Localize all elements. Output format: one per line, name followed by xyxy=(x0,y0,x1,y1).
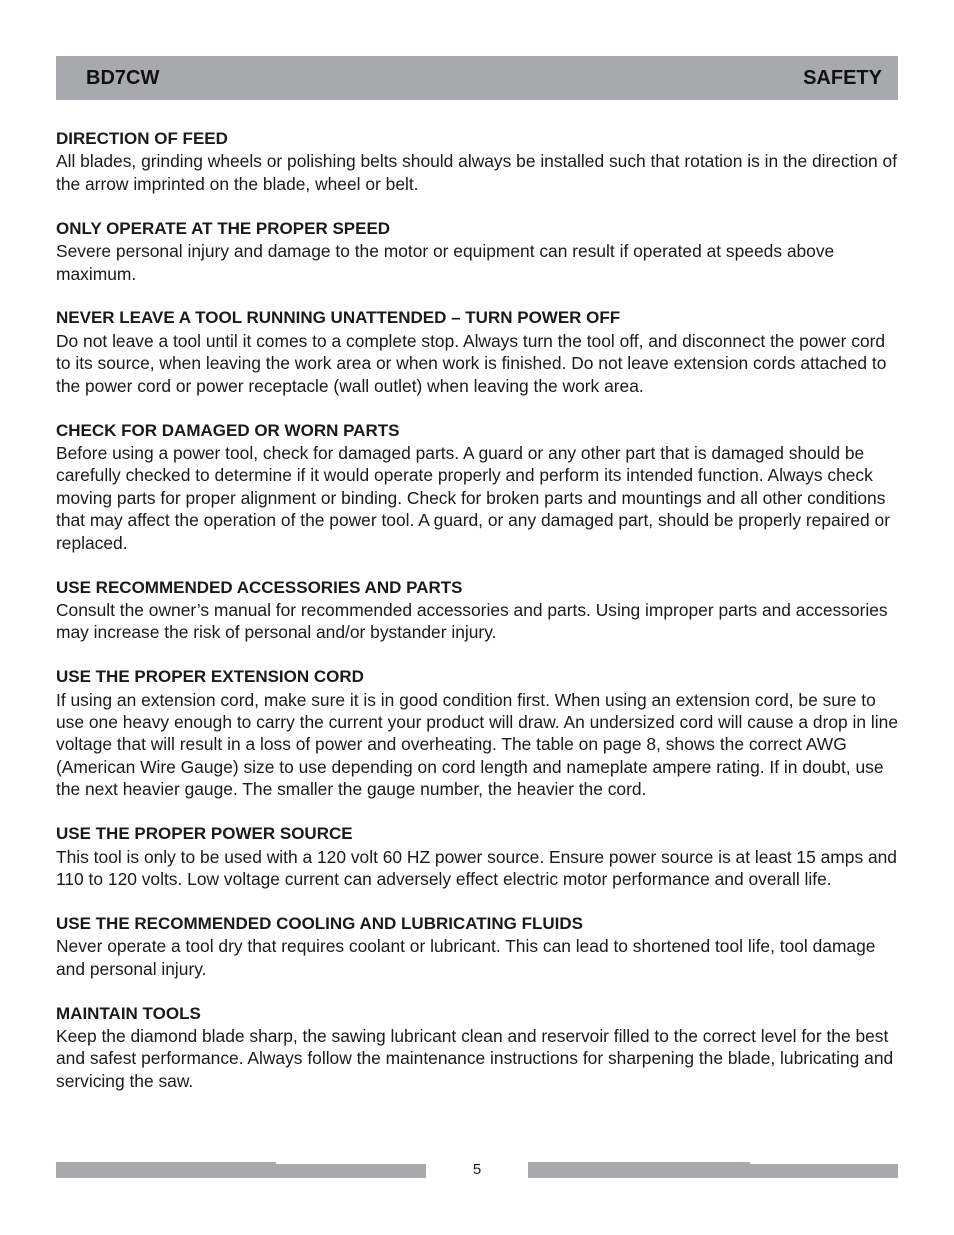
section-extension-cord xyxy=(56,666,901,800)
section-heading: USE THE PROPER EXTENSION CORD xyxy=(56,667,364,687)
footer-bar-notch xyxy=(750,1162,900,1164)
page-footer xyxy=(56,1160,898,1180)
section-heading: USE THE PROPER POWER SOURCE xyxy=(56,824,353,844)
section-maintain-tools xyxy=(56,1003,901,1093)
safety-content xyxy=(56,128,901,1115)
section-direction-of-feed xyxy=(56,128,901,195)
section-body: If using an extension cord, make sure it is in good condition first. When using an extension cord, be sure to use one heavy enough to carry the current your product will draw. An undersized cord will cause a drop in line voltage that will result in a loss of power and overheating. The table on page 8, shows the correct AWG (American Wire Gauge) size to use depending on cord length and nameplate ampere rating. If in doubt, use the next heavier gauge. The smaller the gauge number, the heavier the cord. xyxy=(56,689,898,800)
section-heading: DIRECTION OF FEED xyxy=(56,129,228,148)
section-recommended-accessories xyxy=(56,577,901,644)
section-heading: ONLY OPERATE AT THE PROPER SPEED xyxy=(56,218,391,238)
model-name: BD7CW xyxy=(86,66,160,89)
section-heading: USE THE RECOMMENDED COOLING AND LUBRICATING FLUIDS xyxy=(56,913,583,933)
footer-bar-right xyxy=(528,1162,898,1178)
section-body: This tool is only to be used with a 120 volt 60 HZ power source. Ensure power source is at least 15 amps and 110 to 120 volts. Low voltage current can adversely effect electric motor performance and overall life. xyxy=(56,846,897,889)
page-number: 5 xyxy=(472,1161,482,1178)
section-power-source xyxy=(56,823,901,890)
section-proper-speed xyxy=(56,218,901,285)
section-heading: CHECK FOR DAMAGED OR WORN PARTS xyxy=(56,420,400,440)
footer-bar-left xyxy=(56,1162,426,1178)
section-cooling-fluids xyxy=(56,913,901,980)
section-body: Never operate a tool dry that requires coolant or lubricant. This can lead to shortened tool life, tool damage and personal injury. xyxy=(56,936,876,979)
section-body: Consult the owner’s manual for recommended accessories and parts. Using improper parts and accessories may increase the risk of personal and/or bystander injury. xyxy=(56,599,888,643)
footer-bar-notch xyxy=(276,1162,426,1164)
section-body: Do not leave a tool until it comes to a complete stop. Always turn the tool off, and disconnect the power cord to its source, when leaving the work area or when work is finished. Do not leave extension cords attached to the power cord or power receptacle (wall outlet) when leaving the work area. xyxy=(56,330,887,396)
section-title: SAFETY xyxy=(803,66,882,89)
section-body: All blades, grinding wheels or polishing belts should always be installed such that rotation is in the direction of the arrow imprinted on the blade, wheel or belt. xyxy=(56,151,898,194)
section-damaged-parts xyxy=(56,420,901,554)
section-body: Severe personal injury and damage to the motor or equipment can result if operated at speeds above maximum. xyxy=(56,241,835,284)
section-heading: NEVER LEAVE A TOOL RUNNING UNATTENDED – TURN POWER OFF xyxy=(56,308,621,328)
section-body: Keep the diamond blade sharp, the sawing lubricant clean and reservoir filled to the correct level for the best and safest performance. Always follow the maintenance instructions for sharpening the blade, lubricating and servicing the saw. xyxy=(56,1026,894,1091)
page-header-bar xyxy=(56,56,898,100)
section-never-leave-unattended xyxy=(56,307,901,397)
section-heading: USE RECOMMENDED ACCESSORIES AND PARTS xyxy=(56,577,463,597)
section-heading: MAINTAIN TOOLS xyxy=(56,1003,201,1023)
section-body: Before using a power tool, check for damaged parts. A guard or any other part that is damaged should be carefully checked to determine if it would operate properly and perform its intended function. Always check moving parts for proper alignment or binding. Check for broken parts and mountings and all other conditions that may affect the operation of the power tool. A guard, or any damaged part, should be properly repaired or replaced. xyxy=(56,442,890,553)
